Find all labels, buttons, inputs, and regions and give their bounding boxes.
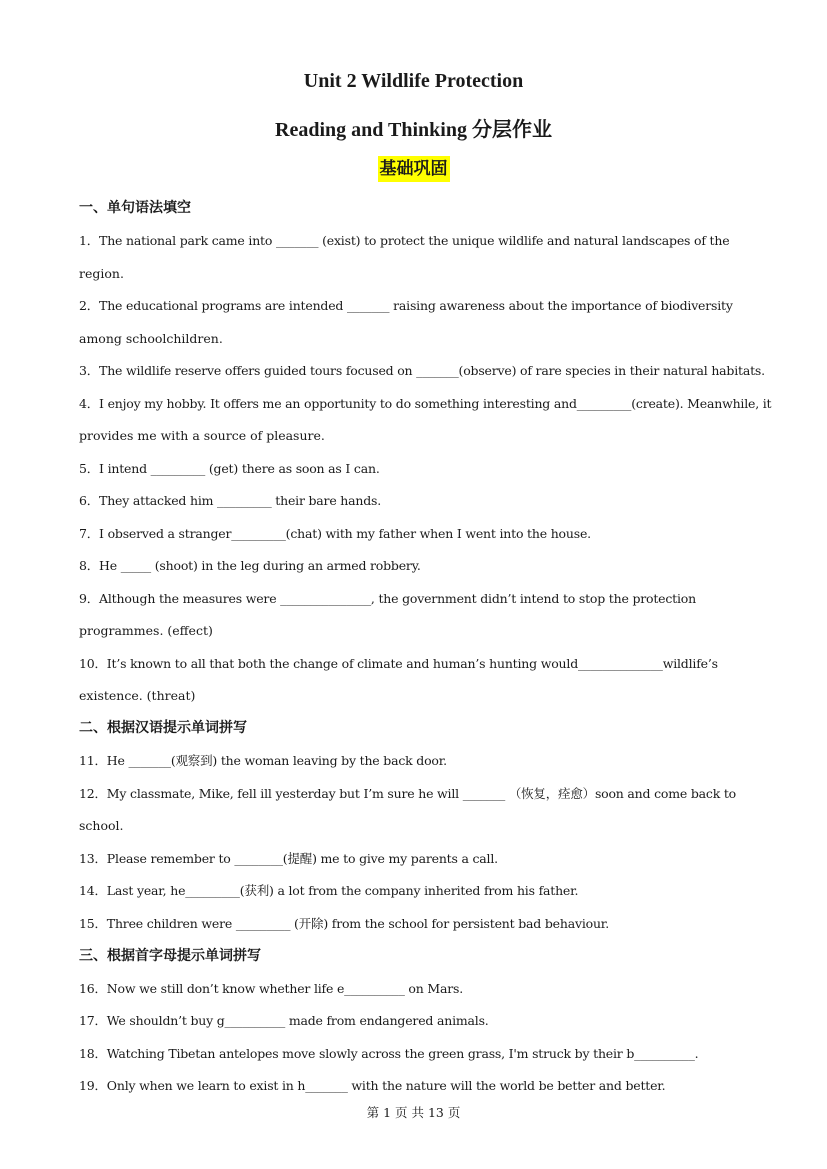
question-line: 8．He _____ (shoot) in the leg during an armed robbery.: [79, 558, 421, 573]
question-line: 1．The national park came into _______ (exist) to protect the unique wildlife and natural landscapes of the: [79, 233, 730, 248]
question-line: 14．Last year, he_________(获利) a lot from the company inherited from his father.: [79, 883, 579, 898]
question-line: 17．We shouldn’t buy g__________ made from endangered animals.: [79, 1013, 489, 1028]
question-line: 5．I intend _________ (get) there as soon as I can.: [79, 461, 380, 476]
question-line: 19．Only when we learn to exist in h_______ with the nature will the world be better and better.: [79, 1078, 666, 1093]
document-title: Unit 2 Wildlife Protection: [303, 70, 524, 92]
section-heading-initial-letter: 三、根据首字母提示单词拼写: [79, 948, 261, 964]
question-continuation: programmes. (effect): [79, 623, 213, 638]
question-line: 7．I observed a stranger_________(chat) with my father when I went into the house.: [79, 526, 591, 541]
question-line: 3．The wildlife reserve offers guided tours focused on _______(observe) of rare species in their natural habitats.: [79, 363, 765, 378]
question-line: 18．Watching Tibetan antelopes move slowly across the green grass, I'm struck by their b__________.: [79, 1046, 699, 1061]
question-continuation: existence. (threat): [79, 688, 196, 703]
level-heading: 基础巩固: [378, 156, 450, 182]
question-continuation: provides me with a source of pleasure.: [79, 428, 325, 443]
question-line: 6．They attacked him _________ their bare hands.: [79, 493, 382, 508]
question-line: 15．Three children were _________ (开除) from the school for persistent bad behaviour.: [79, 916, 609, 931]
question-line: 12．My classmate, Mike, fell ill yesterday but I’m sure he will _______ （恢复，痊愈）soon and come back to: [79, 786, 737, 801]
question-line: 11．He _______(观察到) the woman leaving by the back door.: [79, 753, 447, 768]
question-line: 16．Now we still don’t know whether life e__________ on Mars.: [79, 981, 463, 996]
question-continuation: among schoolchildren.: [79, 331, 223, 346]
level-heading-wrap: [0, 156, 827, 182]
section-heading-chinese-hints: 二、根据汉语提示单词拼写: [79, 720, 247, 736]
question-continuation: school.: [79, 818, 124, 833]
section-heading-grammar: 一、单句语法填空: [79, 200, 191, 216]
document-subtitle: Reading and Thinking 分层作业: [275, 119, 552, 141]
page-footer: 第 1 页 共 13 页: [366, 1105, 461, 1120]
question-continuation: region.: [79, 266, 124, 281]
question-line: 9．Although the measures were _______________, the government didn’t intend to stop the protection: [79, 591, 696, 606]
question-line: 13．Please remember to ________(提醒) me to give my parents a call.: [79, 851, 498, 866]
question-line: 2．The educational programs are intended _______ raising awareness about the importance of biodiversity: [79, 298, 733, 313]
question-line: 4．I enjoy my hobby. It offers me an opportunity to do something interesting and_________(create). Meanwhile, it: [79, 396, 772, 411]
question-line: 10．It’s known to all that both the change of climate and human’s hunting would______________wildlife’s: [79, 656, 718, 671]
